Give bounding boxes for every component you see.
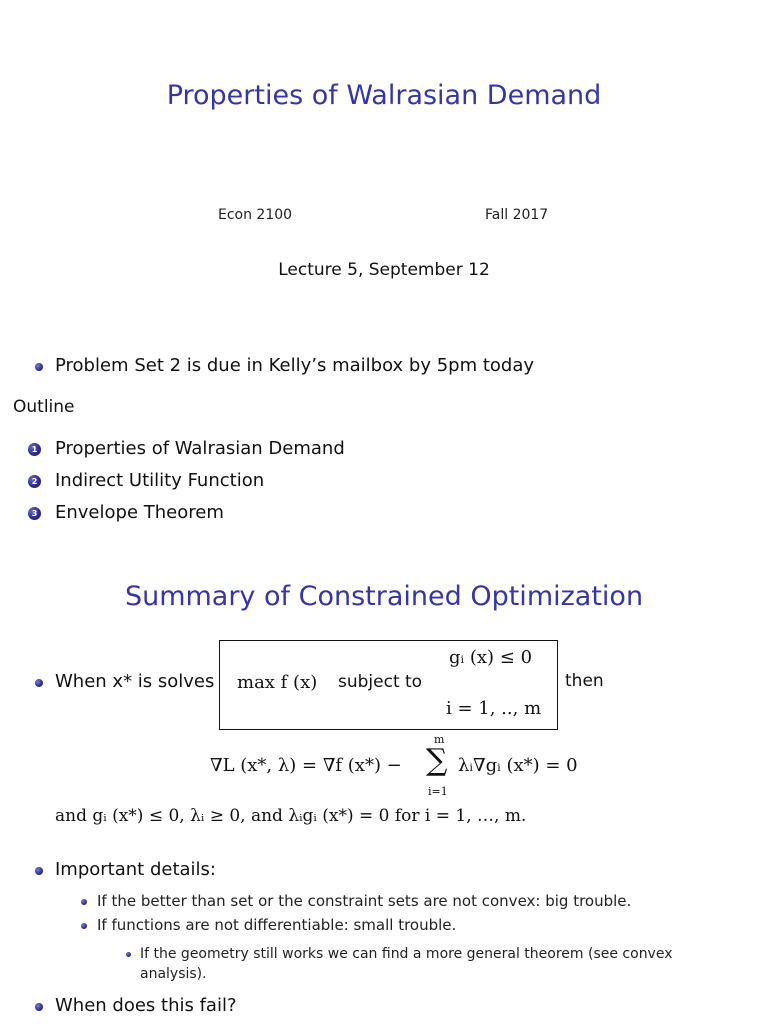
sum-upper: m (434, 733, 445, 746)
lecture-label: Lecture 5, September 12 (278, 260, 490, 280)
slide1-title: Properties of Walrasian Demand (166, 80, 602, 111)
outline-item-1 (28, 443, 41, 456)
course-label: Econ 2100 (218, 207, 293, 223)
lagrangian-lhs: ∇L (x*, λ) = ∇f (x*) − (210, 755, 402, 776)
outline-item-3 (28, 507, 41, 520)
outline-item-2 (28, 475, 41, 488)
detail-item-1: If the better than set or the constraint sets are not convex: big trouble. (97, 892, 632, 910)
bullet-icon (126, 952, 131, 957)
constraint-bottom: i = 1, .., m (446, 698, 542, 719)
sum-symbol: ∑ (426, 743, 448, 778)
bullet-icon (35, 679, 43, 687)
number-1-icon: 1 (28, 443, 41, 456)
fail-question: When does this fail? (55, 995, 237, 1016)
outline-item-2-label: Indirect Utility Function (55, 470, 265, 491)
bullet-icon (81, 923, 87, 929)
when-lead-text: When x* is solves (55, 671, 215, 692)
problem-objective: max f (x) (237, 672, 318, 693)
outline-item-3-label: Envelope Theorem (55, 502, 224, 523)
then-word: then (565, 671, 604, 691)
detail-item-2: If functions are not differentiable: small trouble. (97, 916, 457, 934)
important-heading: Important details: (55, 859, 216, 880)
bullet-icon (35, 363, 43, 371)
kkt-conditions: and gᵢ (x*) ≤ 0, λᵢ ≥ 0, and λᵢgᵢ (x*) = 0 for i = 1, …, m. (55, 806, 527, 826)
sum-lower: i=1 (428, 785, 448, 798)
number-2-icon: 2 (28, 475, 41, 488)
constraint-top: gᵢ (x) ≤ 0 (449, 647, 533, 668)
number-3-icon: 3 (28, 507, 41, 520)
slide2-title: Summary of Constrained Optimization (124, 581, 644, 612)
outline-item-1-label: Properties of Walrasian Demand (55, 438, 345, 459)
term-label: Fall 2017 (485, 207, 549, 223)
outline-heading: Outline (13, 397, 75, 417)
bullet-icon (35, 867, 43, 875)
announcement-text: Problem Set 2 is due in Kelly’s mailbox by 5pm today (55, 355, 535, 376)
bullet-icon (81, 899, 87, 905)
lagrangian-rhs: λᵢ∇gᵢ (x*) = 0 (458, 755, 578, 776)
bullet-icon (35, 1003, 43, 1011)
subdetail-text: If the geometry still works we can find a more general theorem (see convex analysis). (140, 946, 673, 982)
optimization-problem-box (219, 640, 558, 730)
problem-subject: subject to (338, 672, 423, 692)
